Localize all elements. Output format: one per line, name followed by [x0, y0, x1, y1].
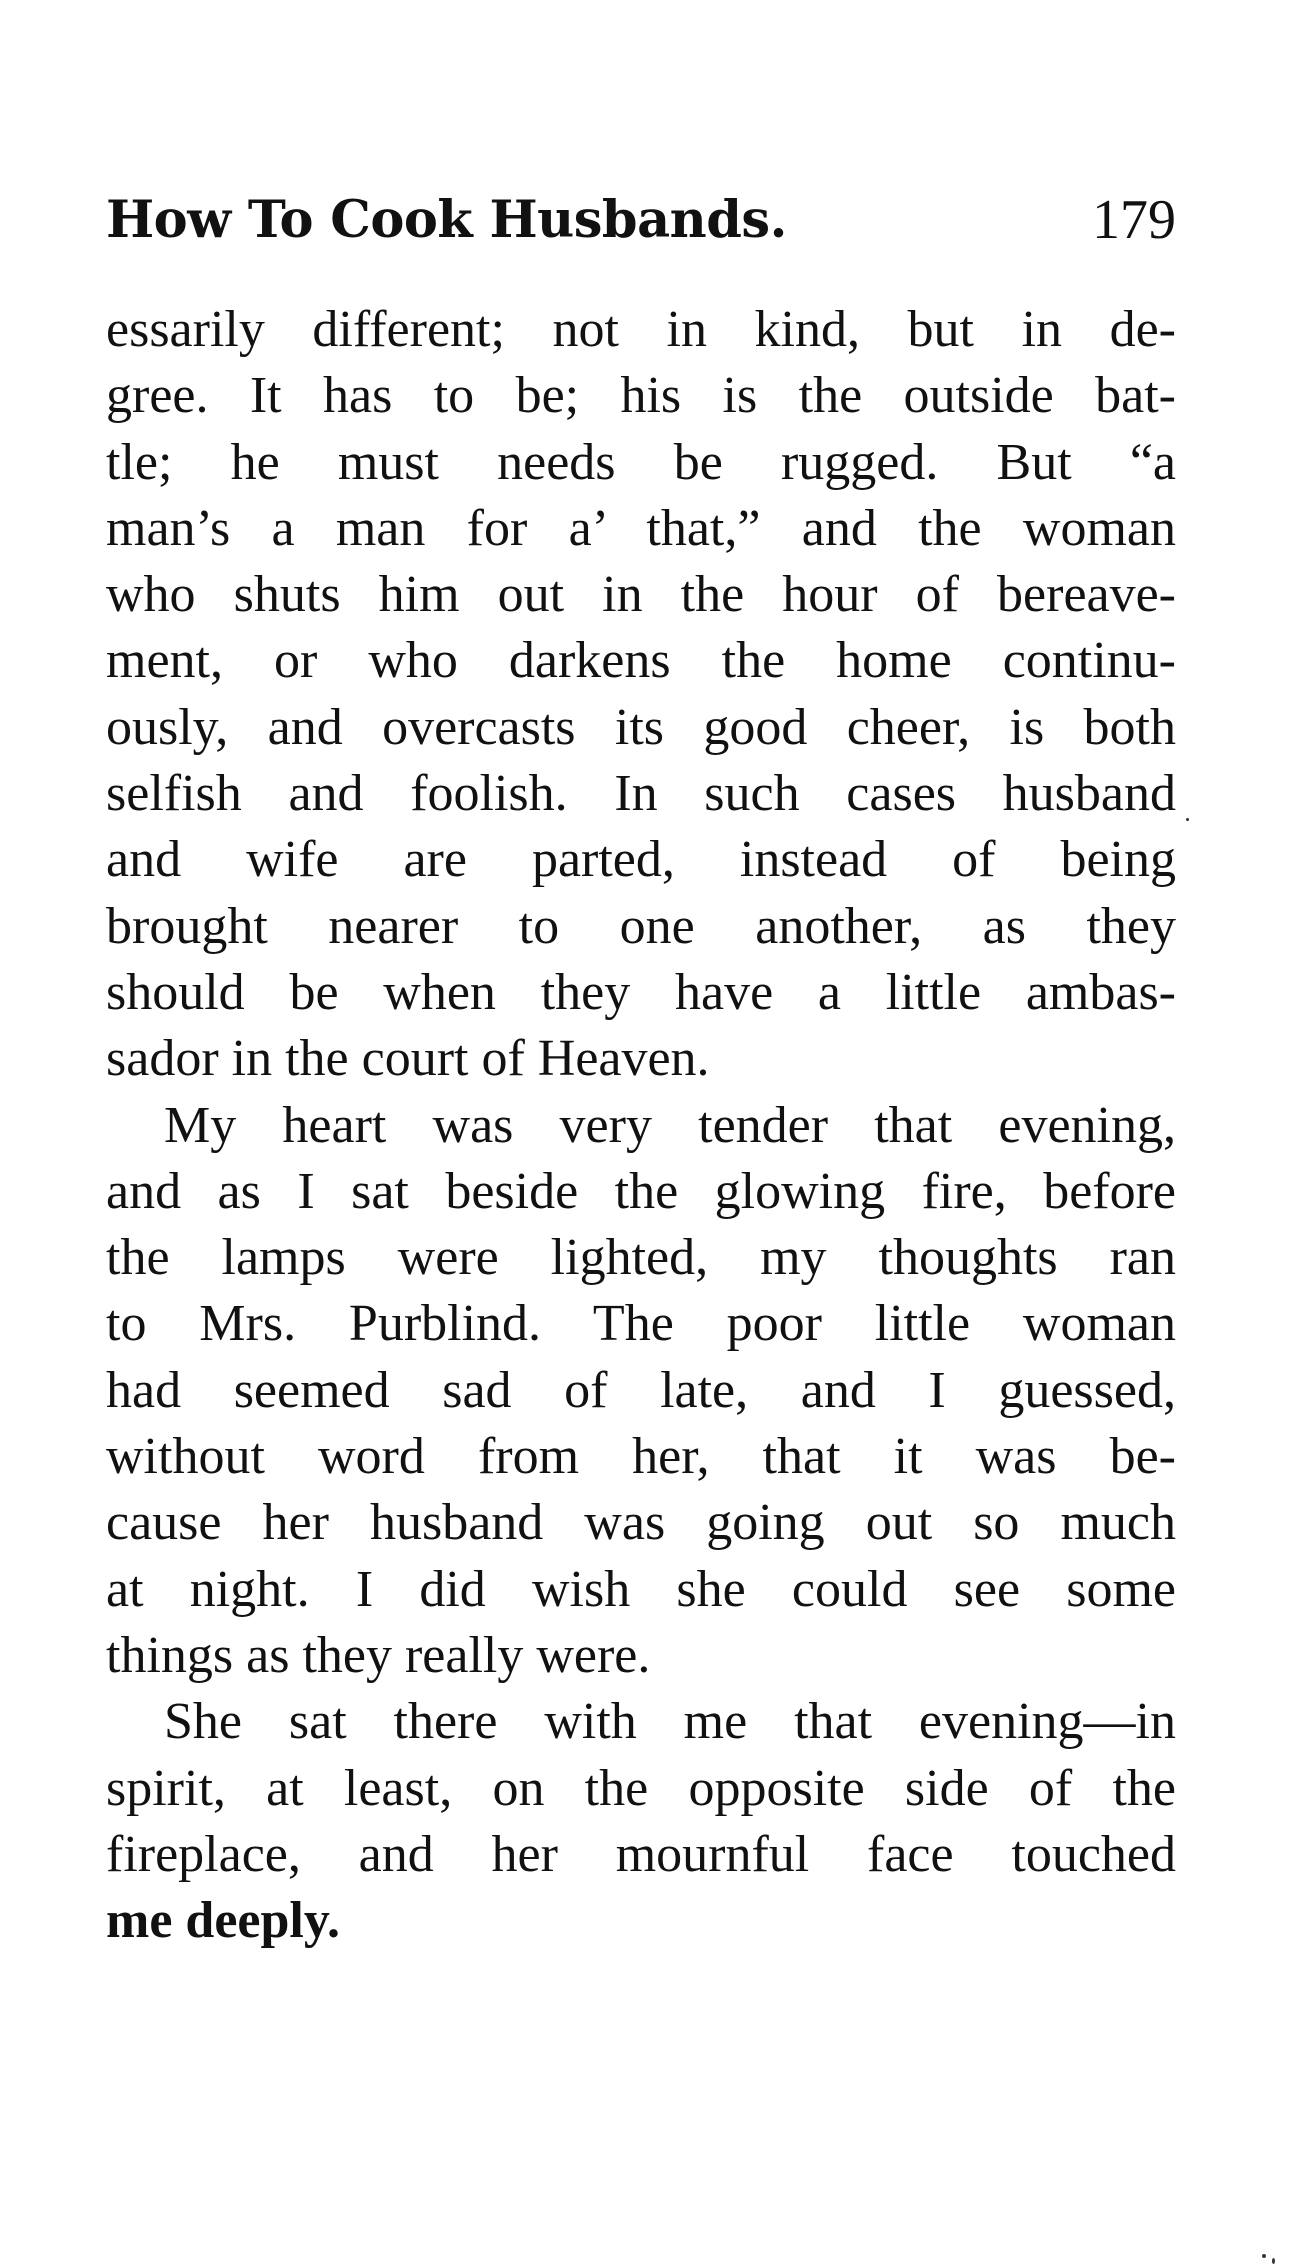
text-line: spirit, at least, on the opposite side of the — [106, 1759, 1176, 1817]
print-speck — [1186, 818, 1189, 821]
text-line: had seemed sad of late, and I guessed, — [106, 1361, 1176, 1419]
text-line: brought nearer to one another, as they — [106, 897, 1176, 955]
body-text — [106, 297, 1176, 1954]
running-head — [106, 180, 1176, 260]
text-line: me deeply. — [106, 1892, 340, 1950]
text-line: and as I sat beside the glowing fire, before — [106, 1162, 1176, 1220]
text-line: things as they really were. — [106, 1626, 651, 1684]
text-line: who shuts him out in the hour of bereave- — [106, 566, 1176, 624]
text-line: should be when they have a little ambas- — [106, 963, 1176, 1021]
running-title: How To Cook Husbands. — [106, 190, 787, 250]
print-speck — [1262, 2254, 1266, 2258]
text-line: to Mrs. Purblind. The poor little woman — [106, 1295, 1176, 1353]
text-line: and wife are parted, instead of being — [106, 831, 1176, 889]
text-line: ously, and overcasts its good cheer, is both — [106, 698, 1176, 756]
text-line: sador in the court of Heaven. — [106, 1030, 710, 1088]
text-line: man’s a man for a’ that,” and the woman — [106, 499, 1176, 557]
text-line: without word from her, that it was be- — [106, 1428, 1176, 1486]
text-line: the lamps were lighted, my thoughts ran — [106, 1229, 1176, 1287]
text-line: ment, or who darkens the home continu- — [106, 632, 1176, 690]
text-line: at night. I did wish she could see some — [106, 1560, 1176, 1618]
text-line: gree. It has to be; his is the outside bat- — [106, 367, 1176, 425]
text-line: She sat there with me that evening—in — [164, 1693, 1176, 1751]
text-line: cause her husband was going out so much — [106, 1494, 1176, 1552]
text-line: essarily different; not in kind, but in de- — [106, 301, 1176, 358]
print-speck — [1272, 2258, 1275, 2264]
page-number: 179 — [1092, 189, 1176, 251]
text-line: tle; he must needs be rugged. But “a — [106, 433, 1176, 491]
text-line: fireplace, and her mournful face touched — [106, 1825, 1176, 1883]
text-line: My heart was very tender that evening, — [164, 1096, 1176, 1154]
text-line: selfish and foolish. In such cases husband — [106, 765, 1176, 823]
